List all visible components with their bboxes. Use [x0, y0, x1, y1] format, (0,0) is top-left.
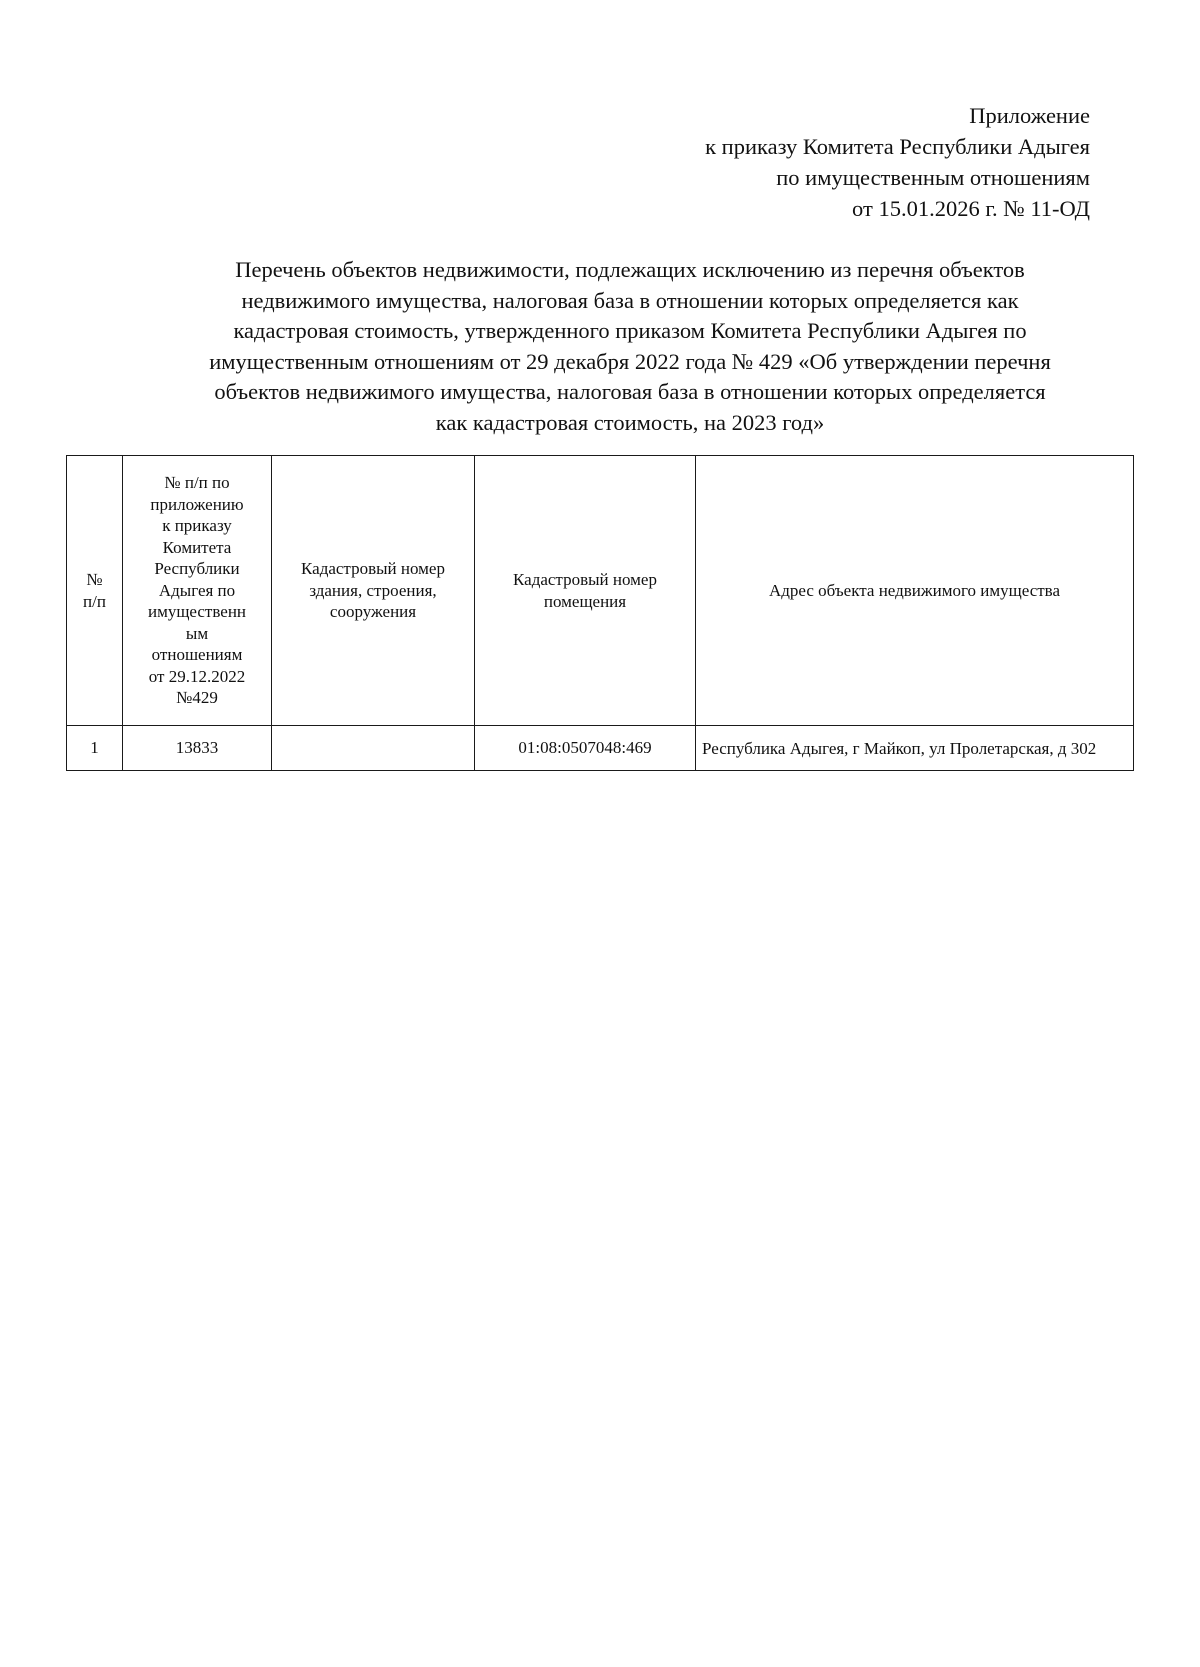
header-ref-line: имущественн [147, 602, 247, 622]
table-row [67, 726, 1134, 771]
header-ref-line: Республики [154, 559, 240, 579]
title-line: Перечень объектов недвижимости, подлежащих исключению из перечня объектов [235, 257, 1025, 282]
header-ref-line: №429 [176, 688, 218, 708]
header-ref-line: от 29.12.2022 [148, 666, 246, 686]
header-reference-number [123, 456, 272, 726]
table-header-row [67, 456, 1134, 726]
title-line: недвижимого имущества, налоговая база в отношении которых определяется как [241, 287, 1019, 313]
objects-table [66, 455, 1134, 771]
header-ref-line: к приказу [162, 516, 232, 536]
header-ref-line: № п/п по [164, 473, 230, 493]
title-line: как кадастровая стоимость, на 2023 год» [435, 409, 825, 435]
header-number [67, 456, 123, 726]
cell-number: 1 [67, 726, 123, 771]
title-line: объектов недвижимого имущества, налоговая база в отношении которых определяется [214, 379, 1046, 404]
header-building-cadastral: Кадастровый номер здания, строения, сооружения [272, 456, 475, 726]
header-number-symbol: № [86, 570, 103, 589]
header-ref-line: приложению [150, 494, 244, 514]
cell-address: Республика Адыгея, г Майкоп, ул Пролетарская, д 302 [696, 726, 1134, 771]
document-title [120, 255, 1140, 438]
cell-premises-cadastral: 01:08:0507048:469 [475, 726, 696, 771]
appendix-order-subject: по имущественным отношениям [776, 165, 1090, 190]
appendix-order-ref: к приказу Комитета Республики Адыгея [705, 134, 1090, 159]
header-ref-line: Адыгея по [158, 580, 236, 600]
cell-building-cadastral [272, 726, 475, 771]
appendix-order-date: от 15.01.2026 г. № 11-ОД [852, 196, 1090, 221]
header-ref-line: Комитета [162, 537, 232, 557]
header-premises-cadastral: Кадастровый номер помещения [475, 456, 696, 726]
cell-reference-number: 13833 [123, 726, 272, 771]
appendix-label: Приложение [969, 103, 1090, 128]
appendix-block [705, 100, 1090, 224]
header-address: Адрес объекта недвижимого имущества [696, 456, 1134, 726]
header-number-abbr: п/п [83, 591, 106, 611]
header-ref-line: отношениям [151, 645, 243, 665]
header-ref-line: ым [185, 623, 209, 643]
title-line: кадастровая стоимость, утвержденного приказом Комитета Республики Адыгея по [233, 318, 1027, 343]
title-line: имущественным отношениям от 29 декабря 2022 года № 429 «Об утверждении перечня [209, 348, 1051, 374]
